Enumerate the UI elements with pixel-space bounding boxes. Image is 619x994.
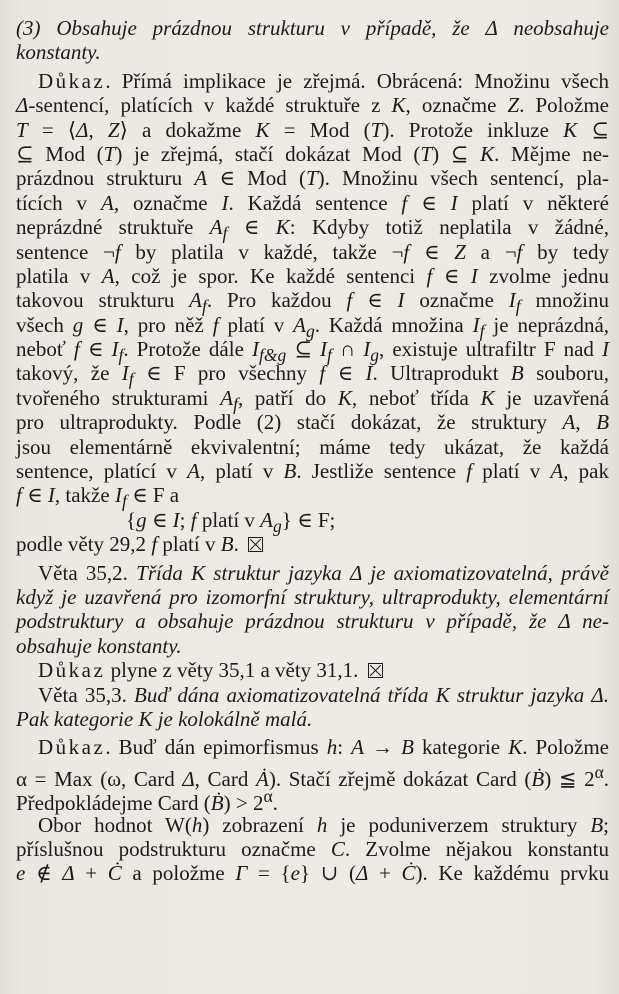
text-line: T = ⟨Δ, Z⟩ a dokažme K = Mod (T). Protože inkluze K ⊆	[16, 117, 609, 142]
text-line: sentence ¬f by platila v každé, takže ¬f ∈ Z a ¬f by tedy	[16, 239, 609, 264]
text-line: podle věty 29,2 f platí v B.	[16, 532, 609, 556]
text-line: Δ-sentencí, platících v každé struktuře z K, označme Z. Položme	[16, 93, 609, 118]
text-line: Obor hodnot W(h) zobrazení h je poduniverzem struktury B;	[38, 812, 610, 837]
text-line: tvořeného strukturami $A_f$, patří do K, neboť třída K je uzavřená	[16, 385, 610, 415]
text-line: α = Max (ω, Card Δ, Card Ȧ). Stačí zřejmě dokázat Card (Ḃ) ≦ $2^\alpha$.	[16, 761, 610, 791]
text-line: Pak kategorie K je kolokálně malá.	[16, 706, 313, 731]
text-line: neboť f ∈ $I_f$. Protože dále $I_{f\&g}$ ⊆ $I_f$ ∩ $I_g$, existuje ultrafiltr F nad I	[16, 337, 609, 366]
text-line: sentence, platící v A, platí v B. Jestliže sentence f platí v A, pak	[16, 459, 609, 484]
text-line: Důkaz. Buď dán epimorfismus h: A → B kategorie K. Položme	[38, 735, 610, 760]
text-line: tících v A, označme I. Každá sentence f ∈ I platí v některé	[16, 190, 609, 215]
text-line: neprázdné struktuře $A_f$ ∈ K: Kdyby totiž neplatila v žádné,	[16, 215, 609, 244]
text-line: pro ultraprodukty. Podle (2) stačí dokázat, že struktury A, B	[16, 410, 610, 435]
text-line: prázdnou strukturu A ∈ Mod (T). Množinu všech sentencí, pla-	[16, 166, 609, 191]
end-of-proof-box-icon	[248, 537, 263, 552]
text-line: takovou strukturu $A_f$. Pro každou f ∈ I označme $I_f$ množinu	[16, 288, 609, 317]
text-line: konstanty.	[16, 40, 101, 65]
text-line: ⊆ Mod (T) je zřejmá, stačí dokázat Mod (T) ⊆ K. Mějme ne-	[16, 141, 610, 166]
text-line: Důkaz. Přímá implikace je zřejmá. Obrácená: Množinu všech	[38, 68, 609, 93]
theorem-heading: Věta 35,2. Třída K struktur jazyka Δ je axiomatizovatelná, právě	[38, 560, 609, 585]
text-line: Předpokládejme Card (Ḃ) > $2^\alpha$.	[16, 786, 278, 816]
display-formula: {g ∈ I; f platí v $A_g$} ∈ F;	[126, 507, 336, 536]
text-line: platila v A, což je spor. Ke každé sentenci f ∈ I zvolme jednu	[16, 263, 610, 288]
text-line: podstruktury a obsahuje prázdnou strukturu v případě, že Δ ne-	[16, 609, 609, 634]
text-line: když je uzavřená pro izomorfní struktury, ultraprodukty, elementární	[16, 584, 609, 609]
text-line: všech g ∈ I, pro něž f platí v $A_g$. Každá množina $I_f$ je neprázdná,	[16, 312, 610, 341]
theorem-heading: Věta 35,3. Buď dána axiomatizovatelná třída K struktur jazyka Δ.	[38, 682, 609, 707]
text-line: příslušnou podstrukturu označme C. Zvolme nějakou konstantu	[16, 836, 609, 861]
text-line: e ∉ Δ + Ċ a položme Γ = {e} ∪ (Δ + Ċ). Ke každému prvku	[16, 861, 610, 886]
text-line: Důkaz plyne z věty 35,1 a věty 31,1.	[16, 658, 609, 682]
text-line: f ∈ I, takže $I_f$ ∈ F a	[16, 483, 180, 512]
text-line: takový, že $I_f$ ∈ F pro všechny f ∈ I. Ultraprodukt B souboru,	[16, 361, 610, 390]
text-line: obsahuje konstanty.	[16, 633, 182, 658]
text-line: jsou elementárně ekvivalentní; máme tedy ukázat, že každá	[16, 434, 609, 459]
end-of-proof-box-icon	[368, 663, 383, 678]
text-line: (3) Obsahuje prázdnou strukturu v případě, že Δ neobsahuje	[16, 16, 609, 40]
